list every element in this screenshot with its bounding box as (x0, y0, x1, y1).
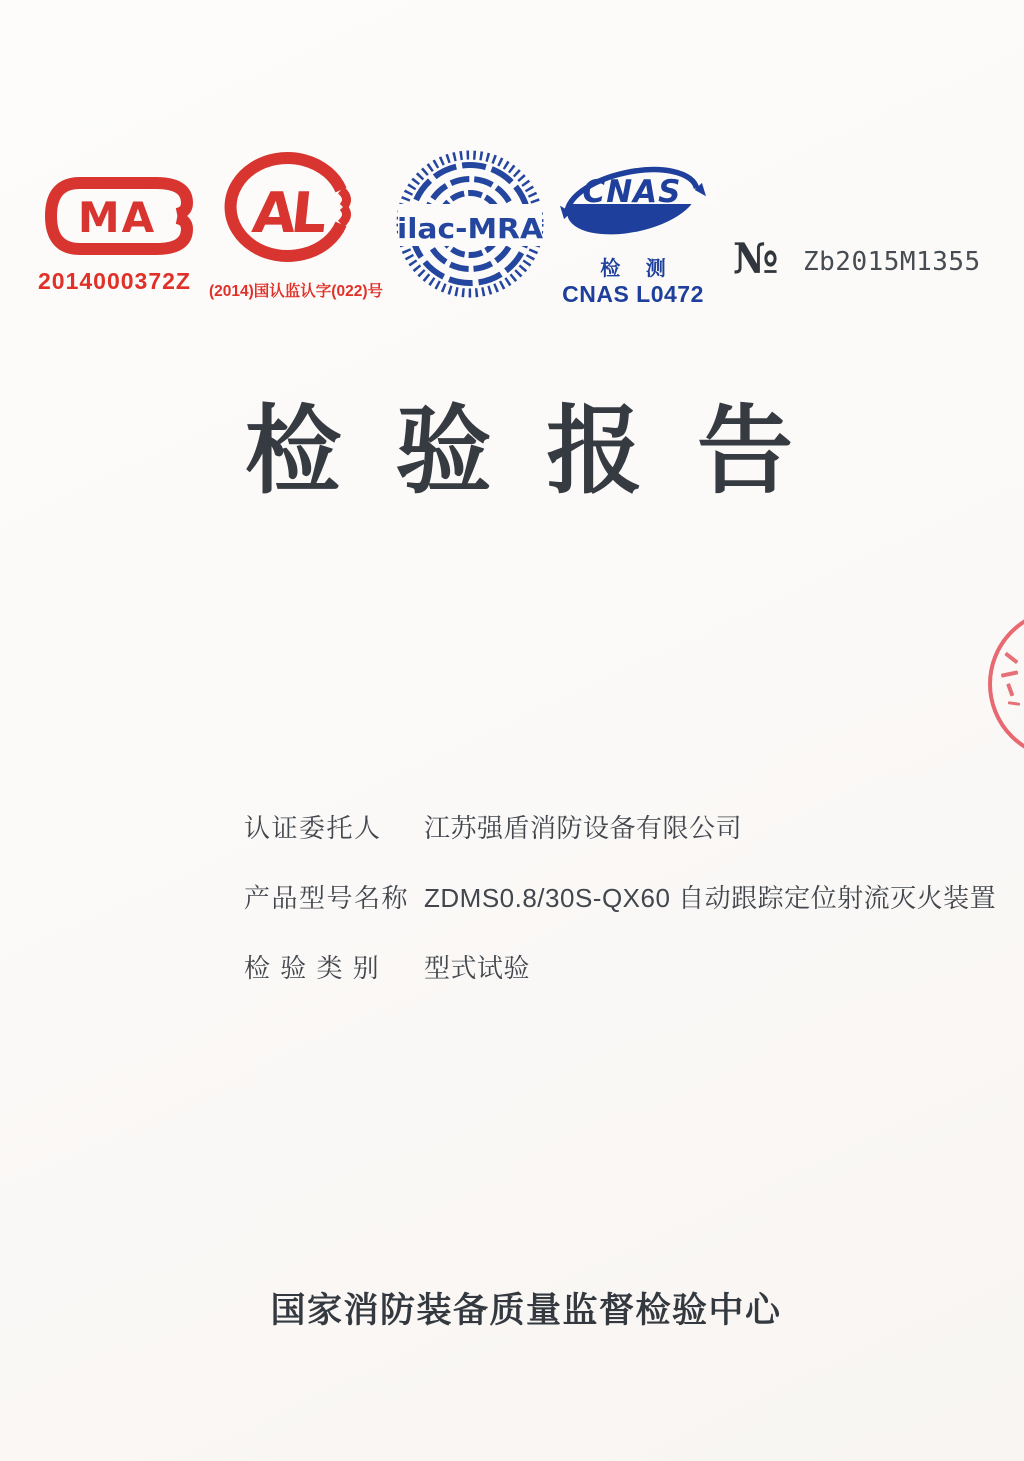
numero-symbol: № (733, 234, 779, 283)
issuing-organization: 国家消防装备质量监督检验中心 (270, 1291, 782, 1330)
document-title: 检 验 报 告 (244, 398, 807, 505)
al-letters: AL (249, 181, 326, 246)
cnas-lab-code: CNAS L0472 (562, 281, 704, 307)
ilac-mra-seal (394, 148, 546, 300)
field-label-applicant: 认证委托人 (244, 813, 382, 843)
red-seal-stamp (988, 608, 1024, 760)
al-logo (222, 150, 358, 268)
cnas-category-label: 检 测 (600, 258, 676, 280)
field-label-test-category: 检 验 类 别 (244, 953, 381, 983)
cma-logo (38, 170, 196, 262)
field-value-test-category: 型式试验 (424, 953, 531, 983)
cma-approval-code: 2014000372Z (38, 268, 191, 294)
cnas-letters: CNAS (582, 174, 682, 210)
field-row-test-category (244, 950, 964, 986)
field-value-applicant: 江苏强盾消防设备有限公司 (424, 813, 743, 843)
stamp-glyph-mark (1001, 670, 1018, 677)
cnas-logo (552, 152, 714, 250)
field-row-applicant (244, 810, 964, 846)
stamp-glyph-mark (1008, 701, 1020, 706)
stamp-glyph-mark (1005, 652, 1019, 664)
field-label-product-model: 产品型号名称 (244, 883, 410, 913)
report-number: Zb2015M1355 (803, 247, 981, 277)
cnas-block (552, 152, 714, 308)
al-approval-code: (2014)国认监认字(022)号 (209, 283, 383, 300)
stamp-glyph-mark (1007, 683, 1015, 696)
ilac-mra-letters: ilac-MRA (397, 212, 544, 245)
field-row-product-model (244, 880, 997, 916)
cma-letters: MA (77, 193, 157, 242)
field-value-product-model: ZDMS0.8/30S-QX60 自动跟踪定位射流灭火装置 (424, 883, 997, 913)
